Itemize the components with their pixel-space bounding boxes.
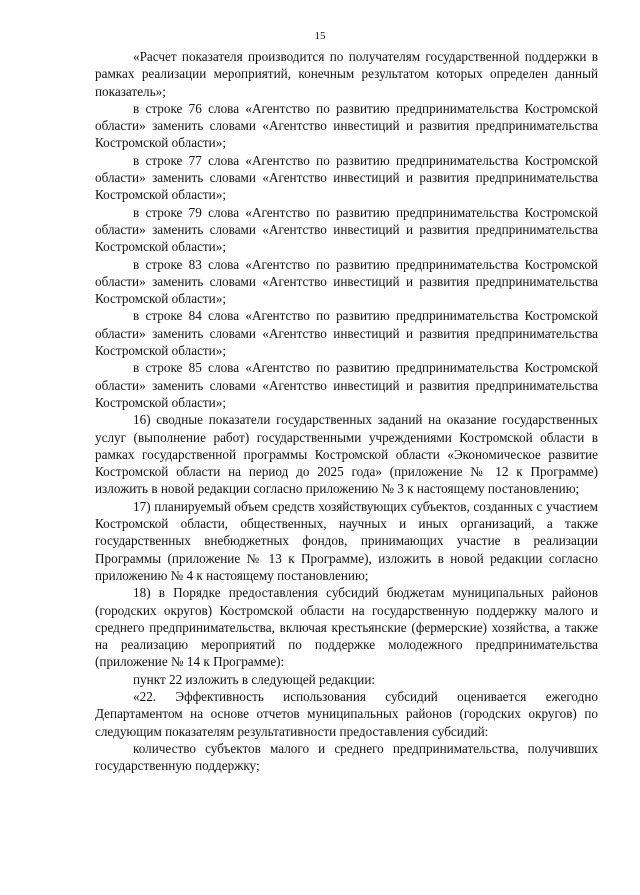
paragraph-row-83: в строке 83 слова «Агентство по развитию предпринимательства Костромской области» заменить словами «Агентство инвестиций и развития предпринимательства Костромской области»; (95, 256, 598, 307)
document-body (95, 48, 598, 774)
paragraph-row-77: в строке 77 слова «Агентство по развитию предпринимательства Костромской области» заменить словами «Агентство инвестиций и развития предпринимательства Костромской области»; (95, 152, 598, 203)
paragraph-row-84: в строке 84 слова «Агентство по развитию предпринимательства Костромской области» заменить словами «Агентство инвестиций и развития предпринимательства Костромской области»; (95, 308, 598, 359)
paragraph-item-17: 17) планируемый объем средств хозяйствующих субъектов, созданных с участием Костромской области, общественных, научных и иных организаций, а также государственных внебюджетных фондов, принимающих участие в реализации Программы (приложение № 13 к Программе), изложить в новой редакции согласно приложению № 4 к настоящему постановлению; (95, 498, 598, 583)
paragraph-item-18: 18) в Порядке предоставления субсидий бюджетам муниципальных районов (городских округов) Костромской области на государственную поддержку малого и среднего предпринимательства, включая крестьянские (фермерские) хозяйства, а также на реализацию мероприятий по поддержке молодежного предпринимательства (приложение № 14 к Программе): (95, 585, 598, 670)
paragraph-row-76: в строке 76 слова «Агентство по развитию предпринимательства Костромской области» заменить словами «Агентство инвестиций и развития предпринимательства Костромской области»; (95, 100, 598, 151)
paragraph-point-22: «22. Эффективность использования субсидий оценивается ежегодно Департаментом на основе отчетов муниципальных районов (городских округов) по следующим показателям результативности предоставления субсидий: (95, 688, 598, 739)
paragraph-indicator-sme-count: количество субъектов малого и среднего предпринимательства, получивших государственную поддержку; (95, 740, 598, 774)
paragraph-point-22-intro: пункт 22 изложить в следующей редакции: (133, 671, 376, 687)
paragraph-calculation-note: «Расчет показателя производится по получателям государственной поддержки в рамках реализации мероприятий, конечным результатом которых определен данный показатель»; (95, 49, 598, 99)
page-number: 15 (314, 30, 326, 42)
paragraph-item-16: 16) сводные показатели государственных заданий на оказание государственных услуг (выполнение работ) государственными учреждениями Костромской области в рамках государственной программы Костромской области «Экономическое развитие Костромской области на период до 2025 года» (приложение № 12 к Программе) изложить в новой редакции согласно приложению № 3 к настоящему постановлению; (95, 412, 598, 497)
paragraph-row-85: в строке 85 слова «Агентство по развитию предпринимательства Костромской области» заменить словами «Агентство инвестиций и развития предпринимательства Костромской области»; (95, 360, 598, 410)
paragraph-row-79: в строке 79 слова «Агентство по развитию предпринимательства Костромской области» заменить словами «Агентство инвестиций и развития предпринимательства Костромской области»; (95, 204, 598, 255)
